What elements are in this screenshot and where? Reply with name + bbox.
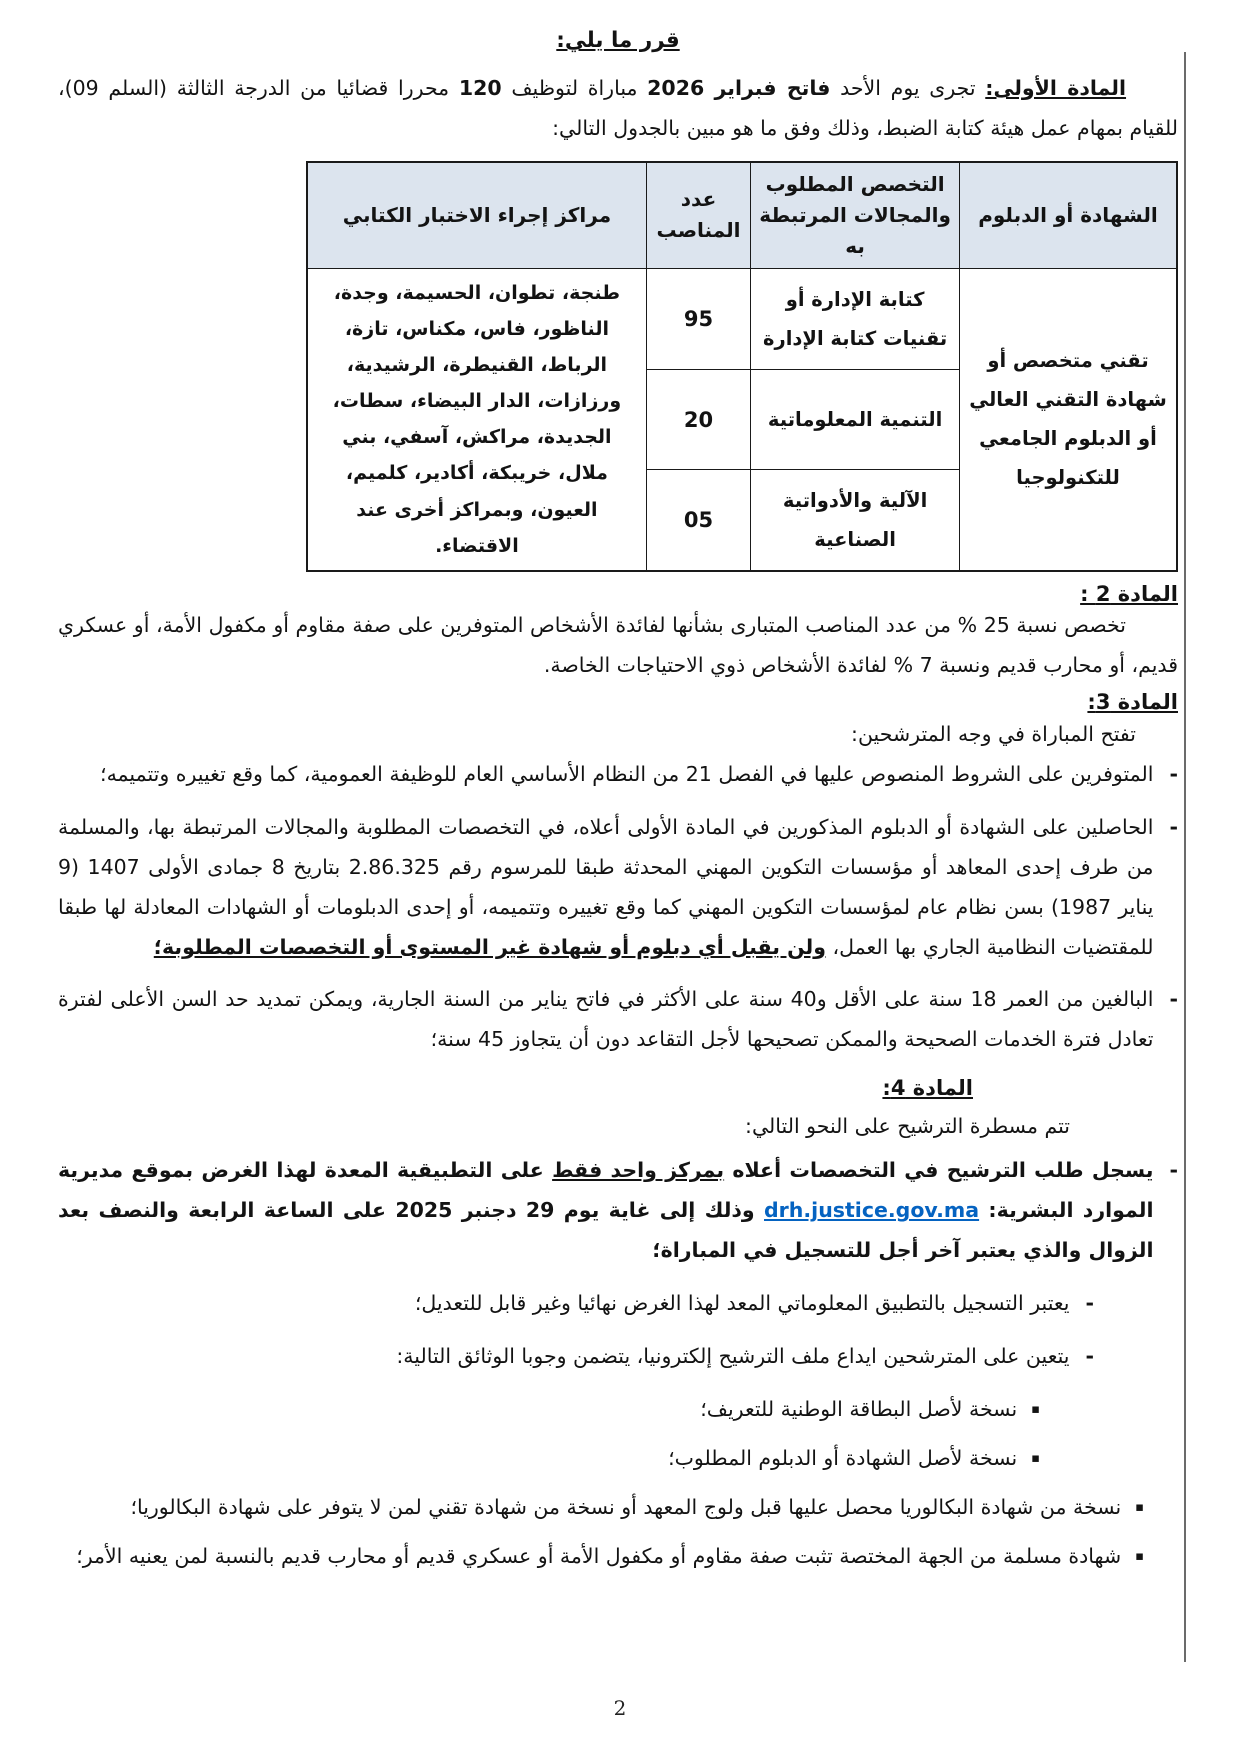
column-header-centers: مراكز إجراء الاختبار الكتابي [307, 162, 646, 269]
condition-emphasized-part: ولن يقبل أي دبلوم أو شهادة غير المستوى أو التخصصات المطلوبة؛ [153, 934, 826, 959]
table-header-row [307, 162, 1177, 269]
article3-conditions-list [58, 755, 1178, 1061]
list-item [58, 1151, 1178, 1271]
positions-table [306, 161, 1178, 572]
list-item [58, 1390, 1178, 1430]
diploma-cell: تقني متخصص أو شهادة التقني العالي أو الدبلوم الجامعي للتكنولوجيا [960, 268, 1178, 570]
single-center-emphasis: بمركز واحد فقط [552, 1158, 725, 1183]
scan-artifact-line [1184, 52, 1186, 1662]
article3-intro: تفتح المباراة في وجه المترشحين: [851, 721, 1136, 746]
article4-title: المادة 4: [882, 1076, 973, 1101]
dash-bullet-icon: - [1169, 1158, 1178, 1183]
specialty-cell-2: التنمية المعلوماتية [751, 369, 960, 470]
registration-instruction [58, 1151, 1153, 1271]
list-item [58, 1537, 1178, 1577]
column-header-specialty: التخصص المطلوب والمجالات المرتبطة به [751, 162, 960, 269]
square-bullet-icon: ▪ [1031, 1451, 1040, 1467]
condition-text: المتوفرين على الشروط المنصوص عليها في الفصل 21 من النظام الأساسي العام للوظيفة العمومية، كما وقع تغييره وتتميمه؛ [100, 761, 1154, 786]
instruction-part: يسجل طلب الترشيح في التخصصات أعلاه [724, 1158, 1154, 1183]
table-row [307, 268, 1177, 369]
instruction-part: على التطبيقية المعدة لهذا الغرض بموقع مديرية الموارد البشرية: [58, 1158, 1154, 1223]
page-number: 2 [613, 1696, 627, 1720]
count-cell-3: 05 [646, 470, 750, 571]
list-item [58, 808, 1178, 968]
article4-procedure-list [58, 1151, 1178, 1377]
article1-text-2: مباراة لتوظيف [501, 76, 648, 100]
article2-paragraph: تخصص نسبة 25 % من عدد المناصب المتبارى بشأنها لفائدة الأشخاص المتوفرين على صفة مقاوم أو مكفول الأمة، أو عسكري قديم، أو محارب قديم ونسبة 7 % لفائدة الأشخاص ذوي الاحتياجات الخاصة. [58, 612, 1178, 677]
dash-bullet-icon: - [1169, 761, 1178, 786]
list-item [58, 1488, 1178, 1528]
article3-title: المادة 3: [1087, 689, 1178, 714]
instruction-part: وذلك إلى غاية يوم 29 دجنبر 2025 على الساعة الرابعة والنصف بعد الزوال والذي يعتبر آخر أجل للتسجيل في المباراة؛ [58, 1198, 1154, 1263]
article1-text-1: تجرى يوم الأحد [830, 76, 986, 100]
article1-text-3: محررا قضائيا من الدرجة الثالثة (السلم 09)، للقيام بمهام عمل هيئة كتابة الضبط، وذلك وفق ما هو مبين بالجدول التالي: [58, 76, 1178, 140]
required-documents-list [58, 1390, 1178, 1577]
specialty-cell-1: كتابة الإدارة أو تقنيات كتابة الإدارة [751, 268, 960, 369]
registration-final-note: يعتبر التسجيل بالتطبيق المعلوماتي المعد لهذا الغرض نهائيا وغير قابل للتعديل؛ [414, 1291, 1070, 1316]
document-text: نسخة لأصل البطاقة الوطنية للتعريف؛ [700, 1397, 1018, 1422]
count-cell-2: 20 [646, 369, 750, 470]
article2-title: المادة 2 : [1080, 581, 1178, 606]
article1-paragraph [58, 69, 1178, 149]
list-item [58, 1337, 1178, 1377]
centers-cell: طنجة، تطوان، الحسيمة، وجدة، الناظور، فاس، مكناس، تازة، الرباط، القنيطرة، الرشيدية، ورزازات، الدار البيضاء، سطات، الجديدة، مراكش، آسفي، بني ملال، خريبكة، أكادير، كلميم، العيون، وبمراكز أخرى عند الاقتضاء. [307, 268, 646, 570]
condition-text [58, 808, 1153, 968]
article4-intro: تتم مسطرة الترشيح على النحو التالي: [745, 1114, 1070, 1139]
article1-positions-count: 120 [458, 76, 502, 100]
square-bullet-icon: ▪ [1135, 1549, 1144, 1565]
column-header-diploma: الشهادة أو الدبلوم [960, 162, 1178, 269]
decision-heading: قرر ما يلي: [556, 28, 680, 53]
list-item [58, 1439, 1178, 1479]
square-bullet-icon: ▪ [1031, 1402, 1040, 1418]
list-item [58, 980, 1178, 1060]
documents-intro: يتعين على المترشحين ايداع ملف الترشيح إلكترونيا، يتضمن وجوبا الوثائق التالية: [396, 1344, 1070, 1369]
document-text: شهادة مسلمة من الجهة المختصة تثبت صفة مقاوم أو مكفول الأمة أو عسكري قديم أو محارب قديم بالنسبة لمن يعنيه الأمر؛ [76, 1544, 1122, 1569]
article1-title: المادة الأولى: [985, 76, 1127, 100]
specialty-cell-3: الآلية والأدواتية الصناعية [751, 470, 960, 571]
dash-bullet-icon: - [1169, 987, 1178, 1012]
square-bullet-icon: ▪ [1135, 1500, 1144, 1516]
document-text: نسخة من شهادة البكالوريا محصل عليها قبل ولوج المعهد أو نسخة من شهادة تقني لمن لا يتوفر على شهادة البكالوريا؛ [130, 1495, 1122, 1520]
count-cell-1: 95 [646, 268, 750, 369]
drh-website-link[interactable]: drh.justice.gov.ma [764, 1198, 980, 1223]
dash-bullet-icon: - [1169, 814, 1178, 839]
condition-text-part: الحاصلين على الشهادة أو الدبلوم المذكورين في المادة الأولى أعلاه، في التخصصات المطلوبة والمجالات المرتبطة بها، والمسلمة من طرف إحدى المعاهد أو مؤسسات التكوين المهني المحدثة طبقا للمرسوم رقم 2.86.325 بتاريخ 8 جمادى الأولى 1407 (9 يناير 1987) بسن نظام عام لمؤسسات التكوين المهني كما وقع تغييره وتتميمه، أو إحدى الدبلومات أو الشهادات المعادلة لها طبقا للمقتضيات النظامية الجاري بها العمل، [58, 814, 1154, 959]
list-item [58, 755, 1178, 795]
dash-bullet-icon: - [1085, 1344, 1094, 1369]
document-text: نسخة لأصل الشهادة أو الدبلوم المطلوب؛ [668, 1446, 1018, 1471]
dash-bullet-icon: - [1085, 1291, 1094, 1316]
column-header-count: عدد المناصب [646, 162, 750, 269]
article1-exam-date: فاتح فبراير 2026 [647, 76, 831, 100]
condition-text: البالغين من العمر 18 سنة على الأقل و40 سنة على الأكثر في فاتح يناير من السنة الجارية، ويمكن تمديد حد السن الأعلى لفترة تعادل فترة الخدمات الصحيحة والممكن تصحيحها لأجل التقاعد دون أن يتجاوز 45 سنة؛ [58, 987, 1154, 1052]
list-item [58, 1284, 1178, 1324]
